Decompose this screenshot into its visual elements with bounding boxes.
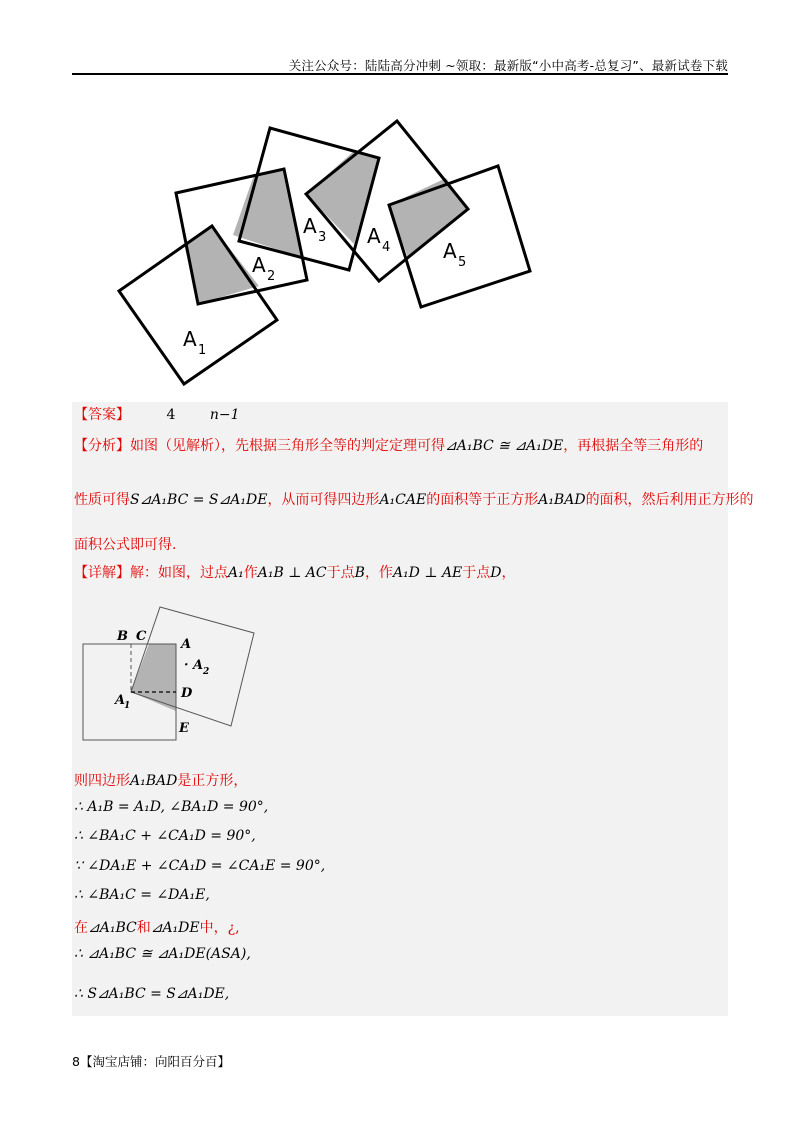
header-rule: [72, 73, 728, 75]
construction-figure: [76, 600, 266, 750]
answer-value-2: n−1: [209, 407, 240, 423]
step-6: [74, 917, 240, 937]
detail-text-d: ，作: [364, 565, 393, 581]
fig2-label-a: A: [181, 637, 192, 652]
label-a5-sub: 5: [458, 255, 467, 270]
detail-tag: 【详解】: [74, 565, 130, 581]
label-a1-sub: 1: [198, 343, 207, 358]
analysis-tag: 【分析】: [74, 438, 130, 454]
label-a4: A: [367, 224, 381, 248]
detail-text-f: ，: [501, 565, 516, 581]
analysis-line-3: 面积公式即可得.: [74, 537, 177, 553]
analysis-text-1a: 如图（见解析），先根据三角形全等的判定定理可得: [130, 438, 445, 454]
step-4: ∵ ∠DA₁E + ∠CA₁D = ∠CA₁E = 90°,: [74, 858, 326, 874]
point-b: B: [354, 565, 365, 581]
label-a1: A: [183, 327, 197, 351]
analysis-text-2a: 性质可得: [74, 492, 130, 508]
perp-2: A₁D ⊥ AE: [392, 565, 463, 581]
label-a4-sub: 4: [382, 240, 391, 255]
analysis-text-2d: 的面积，然后利用正方形的: [585, 492, 754, 508]
label-a3: A: [303, 214, 317, 238]
analysis-text-2b: ，从而可得四边形: [267, 492, 380, 508]
analysis-text-1b: ，再根据全等三角形的: [563, 438, 704, 454]
step-6-c: 和: [136, 920, 151, 936]
label-a5: A: [443, 239, 457, 263]
detail-text-c: 于点: [326, 565, 355, 581]
answer-line: [74, 404, 239, 424]
step-7: ∴ ⊿A₁BC ≅ ⊿A₁DE(ASA),: [74, 946, 251, 962]
analysis-line-1: [74, 435, 703, 455]
analysis-line-2: [74, 489, 754, 509]
quad-name: A₁CAE: [379, 492, 427, 508]
step-6-a: 在: [74, 920, 88, 936]
fig2-label-a1: A: [115, 693, 126, 708]
page-header: 关注公众号：陆陆高分冲刺 ~领取：最新版“小中高考-总复习”、最新试卷下载: [288, 58, 728, 73]
label-a2: A: [252, 253, 266, 277]
congruence-1: ⊿A₁BC ≅ ⊿A₁DE: [445, 438, 564, 454]
fig2-label-a2-sub: 2: [203, 667, 210, 677]
fig2-label-c: C: [136, 629, 147, 644]
detail-text-a: 解：如图，过点: [130, 565, 228, 581]
square-name: A₁BAD: [538, 492, 586, 508]
overlapping-squares-figure: [110, 110, 540, 390]
step-1-a: 则四边形: [74, 773, 130, 789]
fig2-label-a1-sub: 1: [124, 701, 131, 711]
detail-text-e: 于点: [462, 565, 491, 581]
label-a3-sub: 3: [318, 230, 327, 245]
step-1-c: 是正方形，: [177, 773, 248, 789]
step-3: ∴ ∠BA₁C + ∠CA₁D = 90°,: [74, 828, 256, 844]
fig2-label-e: E: [179, 721, 189, 736]
step-2: ∴ A₁B = A₁D, ∠BA₁D = 90°,: [74, 799, 269, 815]
label-a2-sub: 2: [267, 269, 276, 284]
step-8: ∴ S⊿A₁BC = S⊿A₁DE,: [74, 986, 230, 1002]
step-6-tri2: ⊿A₁DE: [150, 920, 200, 936]
answer-tag: 【答案】: [74, 407, 130, 423]
perp-1: A₁B ⊥ AC: [257, 565, 327, 581]
answer-value-1: 4: [166, 407, 176, 423]
step-6-tri1: ⊿A₁BC: [88, 920, 137, 936]
fig2-label-b: B: [117, 629, 128, 644]
analysis-text-2c: 的面积等于正方形: [426, 492, 539, 508]
page-footer: 8【淘宝店铺：向阳百分百】: [72, 1054, 230, 1069]
step-1-square: A₁BAD: [130, 773, 178, 789]
area-equality: S⊿A₁BC = S⊿A₁DE: [130, 492, 268, 508]
shaded-quad: [131, 644, 176, 711]
step-5: ∴ ∠BA₁C = ∠DA₁E,: [74, 887, 210, 903]
detail-text-b: 作: [243, 565, 258, 581]
fig2-label-a2: · A: [184, 658, 204, 673]
point-a1: A₁: [228, 565, 244, 581]
step-1: [74, 770, 247, 790]
fig2-label-d: D: [181, 686, 193, 701]
step-6-e: 中，¿,: [199, 920, 240, 936]
point-d: D: [490, 565, 502, 581]
detail-intro: [74, 562, 516, 582]
